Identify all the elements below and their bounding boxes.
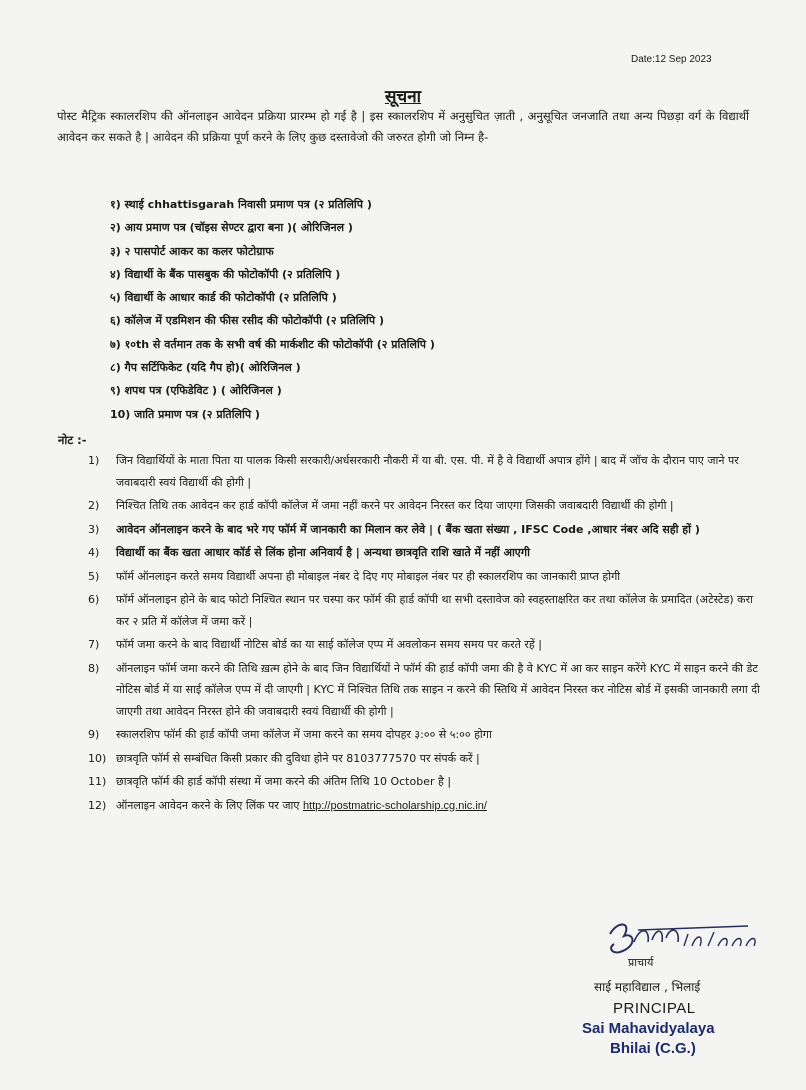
- scholarship-link[interactable]: http://postmatric-scholarship.cg.nic.in/: [302, 799, 487, 812]
- note-item: [88, 519, 768, 541]
- note-item: [88, 495, 768, 517]
- note-item: [88, 748, 768, 770]
- intro-paragraph: पोस्ट मैट्रिक स्कालरशिप की ऑनलाइन आवेदन प्रक्रिया प्रारम्भ हो गई है | इस स्कालरशिप में अनुसुचित ज़ाती , अनुसूचित जनजाति तथा अन्य पिछड़ा वर्ग के विद्यार्थी आवेदन कर सकते है | आवेदन की प्रक्रिया पूर्ण करने के लिए कुछ दस्तावेजो की जरुरत होगी जो निम्न है-: [57, 109, 749, 144]
- document-item: ४) विद्यार्थी के बैंक पासबुक की फोटोकॉपी (२ प्रतिलिपि ): [110, 267, 341, 281]
- note-label: नोट :-: [58, 433, 87, 447]
- note-text: छात्रवृति फॉर्म की हार्ड कॉपी संस्था में जमा करने की अंतिम तिथि 10 October है |: [116, 775, 452, 788]
- principal-stamp: PRINCIPAL: [613, 1000, 696, 1017]
- college-name-en: Sai Mahavidyalaya: [582, 1020, 715, 1037]
- note-number: 9): [88, 728, 100, 741]
- note-number: 7): [88, 638, 100, 651]
- document-item: ६) कॉलेज में एडमिशन की फीस रसीद की फोटोकॉपी (२ प्रतिलिपि ): [110, 314, 385, 328]
- note-text: फॉर्म ऑनलाइन होने के बाद फोटो निश्चित स्थान पर चस्पा कर फॉर्म की हार्ड कॉपी था सभी दस्तावेज को स्वहस्ताक्षरित कर तथा कॉलेज के प्रमादित (अटेस्टेड) करा कर २ प्रति में कॉलेज में जमा करें |: [116, 593, 753, 628]
- note-number: 4): [88, 546, 100, 559]
- note-item: [88, 566, 768, 588]
- note-number: 3): [88, 522, 100, 536]
- note-number: 1): [88, 454, 100, 467]
- note-item: [88, 658, 768, 723]
- note-number: 2): [88, 499, 100, 512]
- note-item: [88, 771, 768, 793]
- note-text: छात्रवृति फॉर्म से सम्बंधित किसी प्रकार की दुविधा होने पर 8103777570 पर संपर्क करें |: [116, 751, 480, 765]
- college-place: Bhilai (C.G.): [610, 1040, 696, 1057]
- note-number: 6): [88, 593, 100, 606]
- document-item: ३) २ पासपोर्ट आकर का कलर फोटोग्राफ: [110, 244, 274, 258]
- note-item: [88, 542, 768, 564]
- document-item: ८) गैप सर्टिफिकेट (यदि गैप हो)( ओरिजिनल ): [110, 361, 301, 375]
- note-item: [88, 634, 768, 656]
- note-number: 12): [88, 798, 107, 812]
- note-text: फॉर्म जमा करने के बाद विद्यार्थी नोटिस बोर्ड का या साई कॉलेज एप्प में अवलोकन समय समय पर करते रहें |: [116, 638, 542, 651]
- note-text: ऑनलाइन फॉर्म जमा करने की तिथि ख़त्म होने के बाद जिन विद्यार्थियों ने फॉर्म की हार्ड कॉपी जमा की है वे KYC में आ कर साइन करेंगे KYC में साइन करने की डेट नोटिस बोर्ड में या साई कॉलेज एप्प में दी जाएगी | KYC में निश्चित तिथि तक साइन न करने की स्तिथि में आवेदन निरस्त कर नोटिस बोर्ड में इसकी जानकारी लगा दी जाएगी तथा आवेदन निरस्त होने की जवाबदारी स्वयं विद्यार्थी की होगी |: [116, 661, 760, 718]
- note-number: 11): [88, 775, 107, 788]
- note-text: ऑनलाइन आवेदन करने के लिए लिंक पर जाए: [116, 798, 300, 812]
- document-item: ९) शपथ पत्र (एफिडेविट ) ( ओरिजिनल ): [110, 384, 282, 398]
- handwritten-signature: [598, 912, 768, 972]
- note-number: 10): [88, 751, 107, 765]
- college-name-hi: साई महाविद्याल , भिलाई: [594, 980, 701, 994]
- note-text: निश्चित तिथि तक आवेदन कर हार्ड कॉपी कॉलेज में जमा नहीं करने पर आवेदन निरस्त कर दिया जाएगा जिसकी जवाबदारी विद्यार्थी की होगी |: [116, 499, 674, 512]
- note-item: [88, 795, 768, 818]
- principal-role-hi: प्राचार्य: [628, 956, 654, 969]
- note-number: 8): [88, 661, 100, 675]
- notice-date: Date:12 Sep 2023: [631, 54, 712, 65]
- note-text: जिन विद्यार्थियों के माता पिता या पालक किसी सरकारी/अर्धसरकारी नौकरी में या बी. एस. पी. में है वे विद्यार्थी अपात्र होंगे | बाद में जॉच के दौरान पाए जाने पर जवाबदारी स्वयं विद्यार्थी की होगी |: [116, 454, 739, 489]
- document-item: 10) जाति प्रमाण पत्र (२ प्रतिलिपि ): [110, 407, 260, 421]
- document-item: १) स्थाई chhattisgarah निवासी प्रमाण पत्र (२ प्रतिलिपि ): [110, 198, 372, 211]
- document-item: २) आय प्रमाण पत्र (चॉइस सेण्टर द्वारा बना )( ओरिजिनल ): [110, 221, 353, 235]
- note-item: [88, 724, 768, 746]
- note-text: विद्यार्थी का बैंक खता आधार कॉर्ड से लिंक होना अनिवार्य है | अन्यथा छात्रवृति राशि खाते में नहीं आएगी: [116, 546, 530, 559]
- document-item: ७) १०th से वर्तमान तक के सभी वर्ष की मार्कशीट की फोटोकॉपी (२ प्रतिलिपि ): [110, 337, 435, 351]
- notes-list: [88, 450, 768, 819]
- note-text: स्कालरशिप फॉर्म की हार्ड कॉपी जमा कॉलेज में जमा करने का समय दोपहर ३:०० से ५:०० होगा: [116, 728, 492, 741]
- documents-list: [110, 193, 435, 426]
- note-text: फॉर्म ऑनलाइन करते समय विद्यार्थी अपना ही मोबाइल नंबर दे दिए गए मोबाइल नंबर पर ही स्कालरशिप का जानकारी प्राप्त होगी: [116, 569, 621, 583]
- notice-title: सूचना: [384, 87, 422, 107]
- note-number: 5): [88, 569, 100, 583]
- note-item: [88, 450, 768, 493]
- note-item: [88, 589, 768, 632]
- document-item: ५) विद्यार्थी के आधार कार्ड की फोटोकॉपी (२ प्रतिलिपि ): [110, 291, 337, 305]
- note-text: आवेदन ऑनलाइन करने के बाद भरे गए फॉर्म में जानकारी का मिलान कर लेवे | ( बैंक खता संख्या , IFSC Code ,आधार नंबर अदि सही हों ): [116, 522, 700, 536]
